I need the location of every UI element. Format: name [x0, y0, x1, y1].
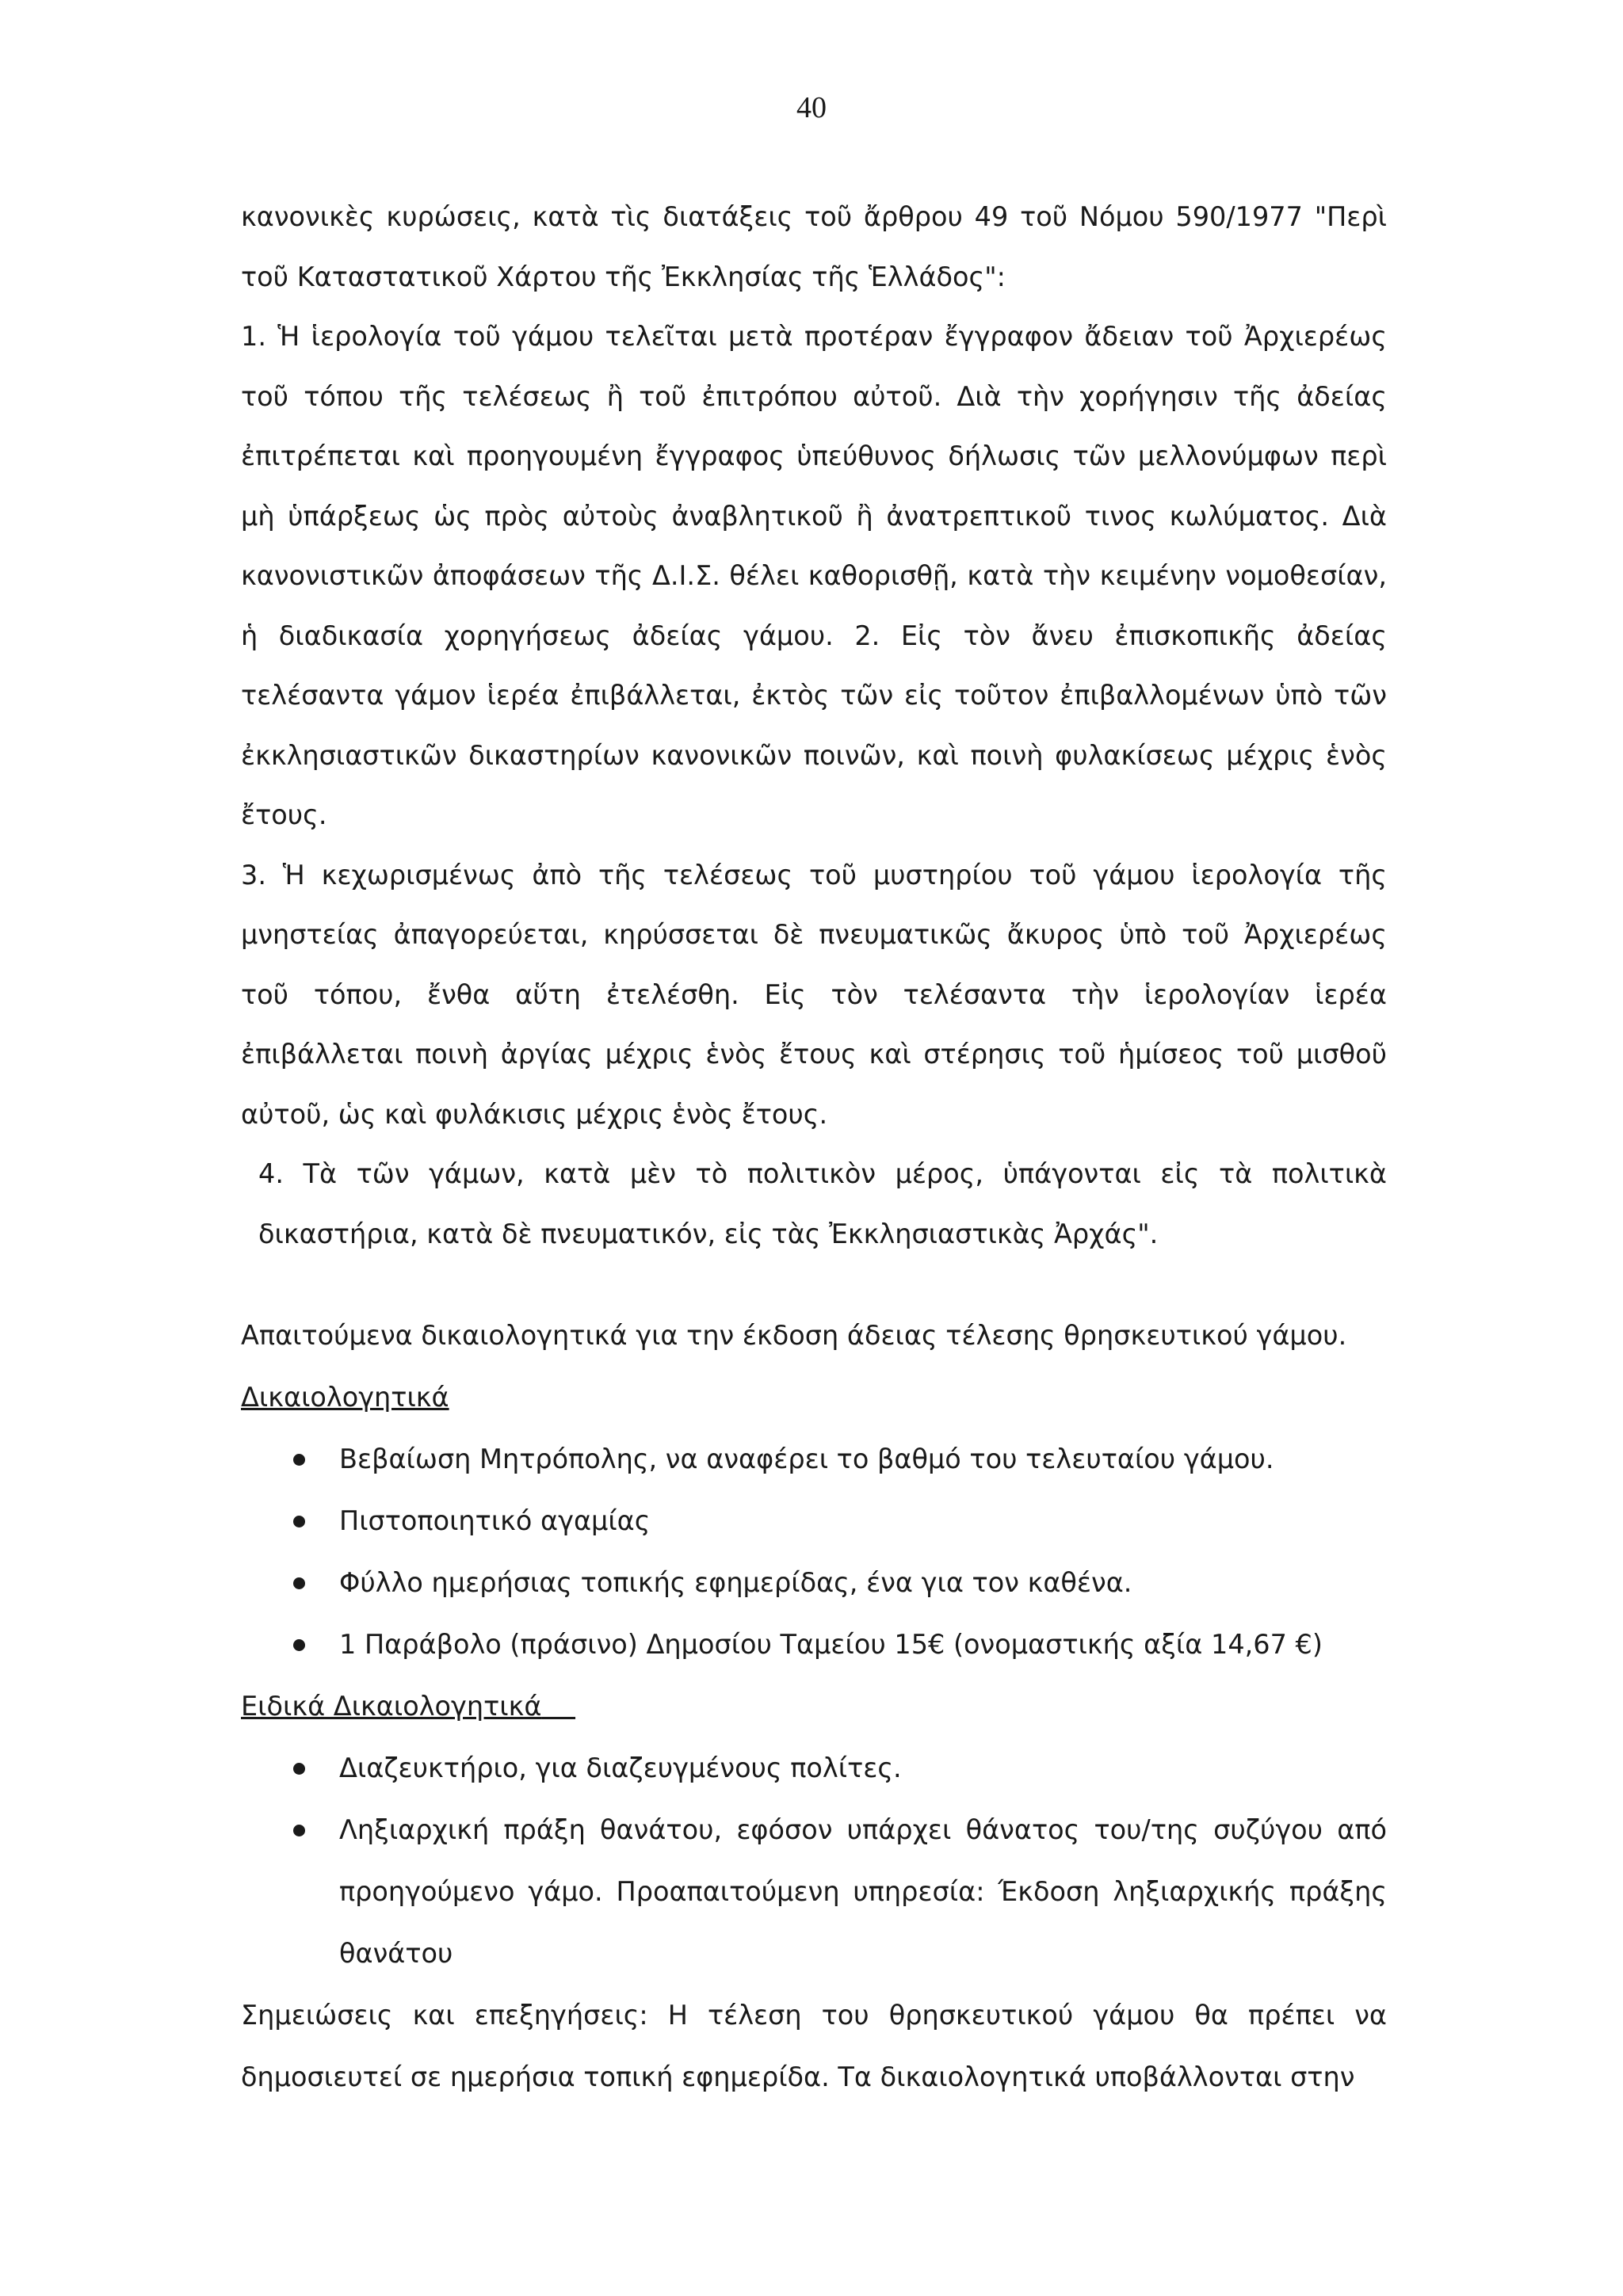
quote-paragraph-4: 4. Τὰ τῶν γάμων, κατὰ μὲν τὸ πολιτικὸν μέρος, ὑπάγονται εἰς τὰ πολιτικὰ δικαστήρια, κατὰ δὲ πνευματικόν, εἰς τὰς Ἐκκλησιαστικὰς Ἀρχάς". [258, 1158, 1387, 1249]
requirements-intro: Απαιτούμενα δικαιολογητικά για την έκδοση άδειας τέλεσης θρησκευτικού γάμου. [241, 1320, 1347, 1351]
bullet-icon [293, 1763, 305, 1775]
quote-paragraph-3: 3. Ἡ κεχωρισμένως ἀπὸ τῆς τελέσεως τοῦ μυστηρίου τοῦ γάμου ἱερολογία τῆς μνηστείας ἀπαγορεύεται, κηρύσσεται δὲ πνευματικῶς ἄκυρος ὑπὸ τοῦ Ἀρχιερέως τοῦ τόπου, ἔνθα αὕτη ἐτελέσθη. Εἰς τὸν τελέσαντα τὴν ἱερολογίαν ἱερέα ἐπιβάλλεται ποινὴ ἀργίας μέχρις ἑνὸς ἔτους καὶ στέρησις τοῦ ἡμίσεος τοῦ μισθοῦ αὐτοῦ, ὡς καὶ φυλάκισις μέχρις ἑνὸς ἔτους. [241, 859, 1387, 1130]
general-documents-list [241, 1428, 1387, 1676]
requirements-section [241, 1305, 1387, 2108]
bullet-icon [293, 1516, 305, 1527]
page-number: 40 [796, 91, 827, 124]
law-quote [241, 187, 1387, 1264]
list-item: 1 Παράβολο (πράσινο) Δημοσίου Ταμείου 15€ (ονομαστικής αξία 14,67 €) [241, 1614, 1387, 1676]
list-item: Ληξιαρχική πράξη θανάτου, εφόσον υπάρχει θάνατος του/της συζύγου από προηγούμενο γάμο. Προαπαιτούμενη υπηρεσία: Έκδοση ληξιαρχικής πράξης θανάτου [241, 1799, 1387, 1985]
bullet-icon [293, 1454, 305, 1466]
quote-paragraph-intro: κανονικὲς κυρώσεις, κατὰ τὶς διατάξεις τοῦ ἄρθρου 49 τοῦ Νόμου 590/1977 "Περὶ τοῦ Καταστατικοῦ Χάρτου τῆς Ἐκκλησίας τῆς Ἑλλάδος": [241, 201, 1387, 292]
bullet-icon [293, 1825, 305, 1836]
notes-paragraph: Σημειώσεις και επεξηγήσεις: Η τέλεση του θρησκευτικού γάμου θα πρέπει να δημοσιευτεί σε ημερήσια τοπική εφημερίδα. Τα δικαιολογητικά υποβάλλονται στην [241, 2000, 1387, 2092]
bullet-icon [293, 1577, 305, 1589]
quote-paragraph-1-2: 1. Ἡ ἱερολογία τοῦ γάμου τελεῖται μετὰ προτέραν ἔγγραφον ἄδειαν τοῦ Ἀρχιερέως τοῦ τόπου τῆς τελέσεως ἢ τοῦ ἐπιτρόπου αὐτοῦ. Διὰ τὴν χορήγησιν τῆς ἀδείας ἐπιτρέπεται καὶ προηγουμένη ἔγγραφος ὑπεύθυνος δήλωσις τῶν μελλονύμφων περὶ μὴ ὑπάρξεως ὡς πρὸς αὐτοὺς ἀναβλητικοῦ ἢ ἀνατρεπτικοῦ τινος κωλύματος. Διὰ κανονιστικῶν ἀποφάσεων τῆς Δ.Ι.Σ. θέλει καθορισθῇ, κατὰ τὴν κειμένην νομοθεσίαν, ἡ διαδικασία χορηγήσεως ἀδείας γάμου. 2. Εἰς τὸν ἄνευ ἐπισκοπικῆς ἀδείας τελέσαντα γάμον ἱερέα ἐπιβάλλεται, ἐκτὸς τῶν εἰς τοῦτον ἐπιβαλλομένων ὑπὸ τῶν ἐκκλησιαστικῶν δικαστηρίων κανονικῶν ποινῶν, καὶ ποινὴ φυλακίσεως μέχρις ἑνὸς ἔτους. [241, 321, 1387, 830]
list-item: Φύλλο ημερήσιας τοπικής εφημερίδας, ένα για τον καθένα. [241, 1552, 1387, 1614]
list-item: Πιστοποιητικό αγαμίας [241, 1490, 1387, 1552]
special-documents-heading: Ειδικά Δικαιολογητικά [241, 1691, 542, 1722]
general-documents-heading: Δικαιολογητικά [241, 1382, 449, 1413]
page-content [241, 187, 1387, 2108]
list-item: Βεβαίωση Μητρόπολης, να αναφέρει το βαθμό του τελευταίου γάμου. [241, 1428, 1387, 1490]
special-documents-list [241, 1737, 1387, 1985]
list-item: Διαζευκτήριο, για διαζευγμένους πολίτες. [241, 1737, 1387, 1799]
bullet-icon [293, 1639, 305, 1651]
